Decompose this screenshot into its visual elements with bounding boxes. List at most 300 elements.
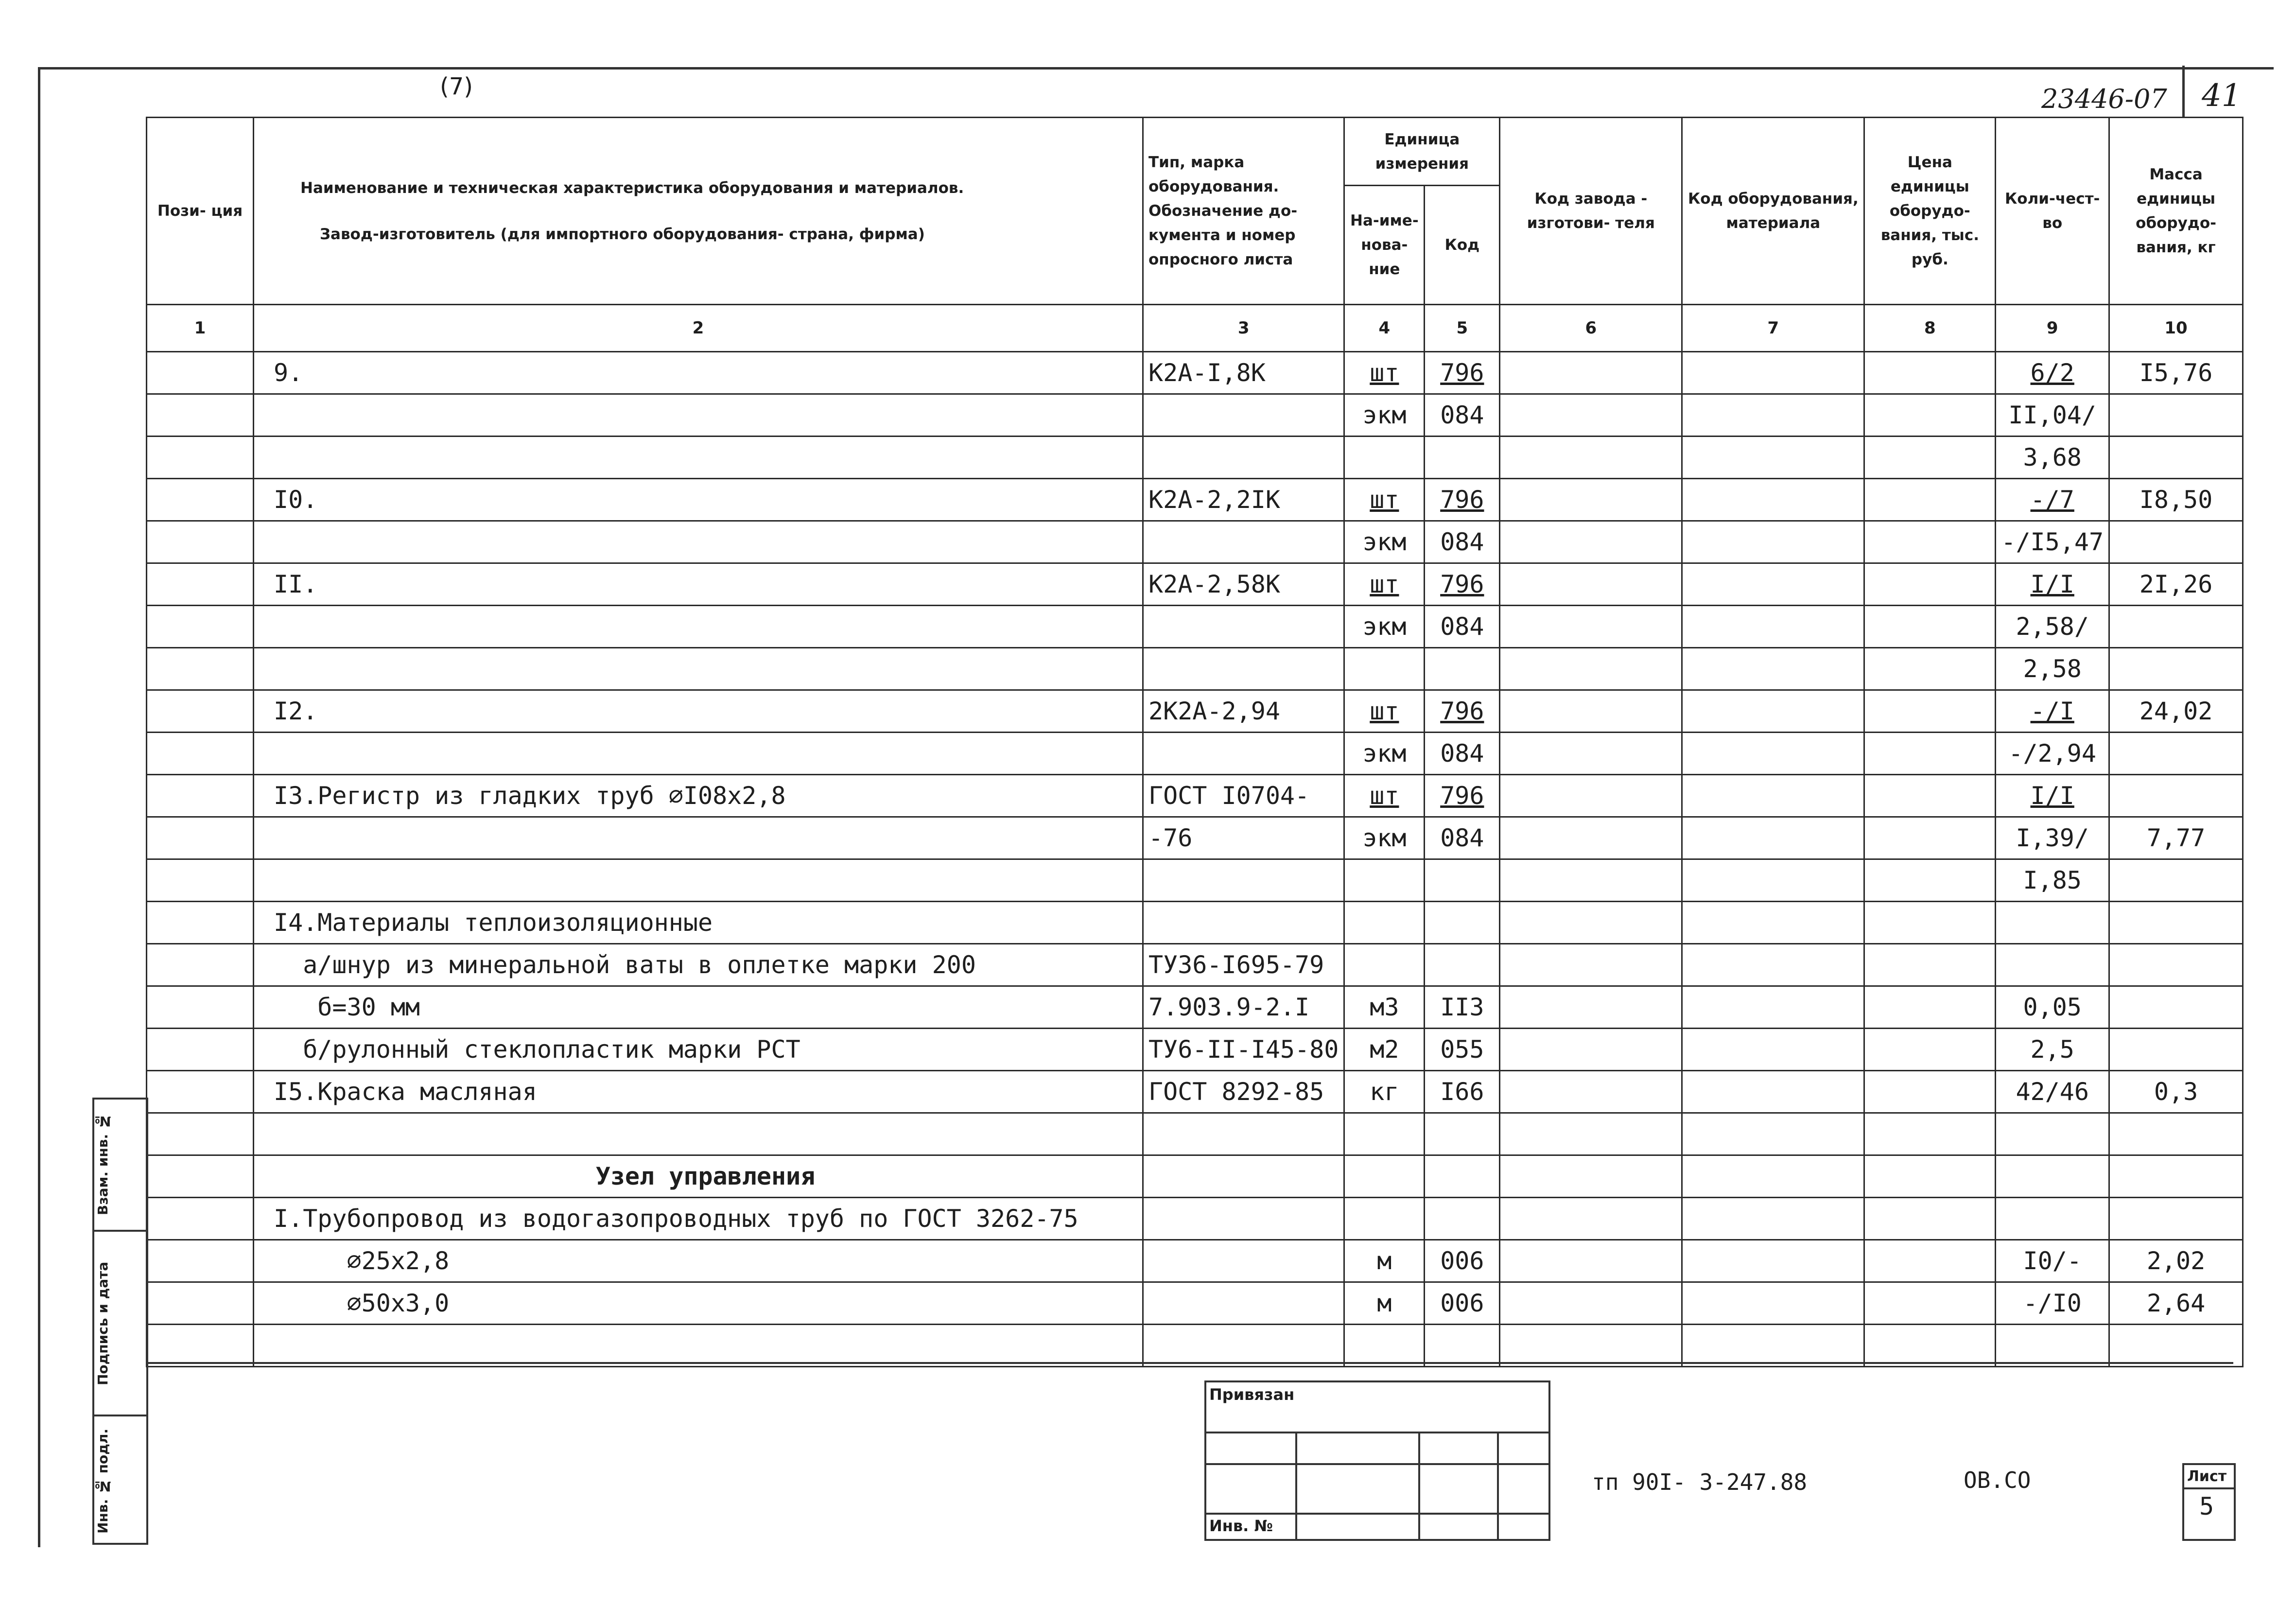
- type-designation-cell: ГОСТ I0704-: [1143, 775, 1344, 817]
- type-designation-cell: 7.903.9-2.I: [1143, 986, 1344, 1029]
- quantity-cell: 42/46: [1996, 1071, 2109, 1113]
- col-factory-code-header: Код завода - изготови- теля: [1500, 118, 1682, 305]
- quantity-cell: I/I: [1996, 775, 2109, 817]
- table-row: [147, 437, 2243, 479]
- type-designation-cell: [1143, 902, 1344, 944]
- table-row: [147, 1155, 2243, 1198]
- position-cell: [147, 563, 254, 606]
- sheet-marker: (7): [440, 73, 473, 100]
- unit-name-cell: м: [1344, 1240, 1425, 1282]
- price-cell: [1864, 1155, 1996, 1198]
- col-unit-name-header: На-име-нова-ние: [1344, 186, 1425, 305]
- unit-code-cell: [1425, 1325, 1500, 1367]
- unit-name-cell: [1344, 902, 1425, 944]
- factory-code-cell: [1500, 1155, 1682, 1198]
- table-row: [147, 1198, 2243, 1240]
- unit-code-cell: [1425, 944, 1500, 986]
- table-row: [147, 352, 2243, 394]
- position-cell: [147, 479, 254, 521]
- unit-code-cell: 084: [1425, 817, 1500, 859]
- type-designation-cell: ТУ6-II-I45-80: [1143, 1029, 1344, 1071]
- equipment-code-cell: [1682, 1155, 1864, 1198]
- item-name-cell: I4.Материалы теплоизоляционные: [254, 902, 1143, 944]
- table-row: [147, 521, 2243, 563]
- code-divider: [2182, 66, 2185, 117]
- price-cell: [1864, 733, 1996, 775]
- equipment-code-cell: [1682, 479, 1864, 521]
- col-number: 10: [2109, 305, 2243, 352]
- factory-code-cell: [1500, 479, 1682, 521]
- quantity-cell: [1996, 1113, 2109, 1155]
- unit-code-cell: 796: [1425, 563, 1500, 606]
- price-cell: [1864, 606, 1996, 648]
- item-name-cell: I3.Регистр из гладких труб ∅I08х2,8: [254, 775, 1143, 817]
- unit-code-cell: 084: [1425, 394, 1500, 437]
- table-row: [147, 775, 2243, 817]
- unit-name-cell: [1344, 437, 1425, 479]
- type-designation-cell: [1143, 1325, 1344, 1367]
- item-name-cell: I.Трубопровод из водогазопроводных труб по ГОСТ 3262-75: [254, 1198, 1143, 1240]
- type-designation-cell: К2А-2,2IК: [1143, 479, 1344, 521]
- factory-code-cell: [1500, 817, 1682, 859]
- equipment-code-cell: [1682, 563, 1864, 606]
- table-row: [147, 1029, 2243, 1071]
- unit-name-cell: [1344, 859, 1425, 902]
- factory-code-cell: [1500, 1113, 1682, 1155]
- item-name-cell: ∅25х2,8: [254, 1240, 1143, 1282]
- factory-code-cell: [1500, 521, 1682, 563]
- item-name-cell: [254, 606, 1143, 648]
- quantity-cell: [1996, 944, 2109, 986]
- factory-code-cell: [1500, 944, 1682, 986]
- type-designation-cell: ТУ36-I695-79: [1143, 944, 1344, 986]
- section-code: ОВ.СО: [1964, 1467, 2031, 1493]
- item-name-cell: 9.: [254, 352, 1143, 394]
- col-number: 9: [1996, 305, 2109, 352]
- quantity-cell: [1996, 1155, 2109, 1198]
- unit-name-cell: шт: [1344, 775, 1425, 817]
- mass-cell: I8,50: [2109, 479, 2243, 521]
- price-cell: [1864, 986, 1996, 1029]
- mass-cell: I5,76: [2109, 352, 2243, 394]
- quantity-cell: 6/2: [1996, 352, 2109, 394]
- table-row: [147, 1282, 2243, 1325]
- unit-name-cell: [1344, 1325, 1425, 1367]
- unit-name-cell: шт: [1344, 690, 1425, 733]
- unit-code-cell: 055: [1425, 1029, 1500, 1071]
- unit-name-cell: экм: [1344, 817, 1425, 859]
- equipment-code-cell: [1682, 690, 1864, 733]
- quantity-cell: -/I0: [1996, 1282, 2109, 1325]
- position-cell: [147, 859, 254, 902]
- inv-no-label: Инв. №: [1209, 1517, 1273, 1535]
- price-cell: [1864, 1029, 1996, 1071]
- price-cell: [1864, 1198, 1996, 1240]
- col-name-header-line1: Наименование и техническая характеристика оборудования и материалов.: [300, 179, 964, 197]
- unit-name-cell: кг: [1344, 1071, 1425, 1113]
- equipment-code-cell: [1682, 352, 1864, 394]
- mass-cell: 24,02: [2109, 690, 2243, 733]
- col-number: 3: [1143, 305, 1344, 352]
- position-cell: [147, 817, 254, 859]
- equipment-specification-table: [146, 117, 2244, 1367]
- factory-code-cell: [1500, 733, 1682, 775]
- unit-name-cell: м: [1344, 1282, 1425, 1325]
- unit-code-cell: 796: [1425, 352, 1500, 394]
- unit-name-cell: экм: [1344, 733, 1425, 775]
- mass-cell: [2109, 606, 2243, 648]
- attachment-stamp-vline: [1497, 1432, 1499, 1541]
- equipment-code-cell: [1682, 606, 1864, 648]
- table-row: [147, 648, 2243, 690]
- type-designation-cell: [1143, 1198, 1344, 1240]
- position-cell: [147, 944, 254, 986]
- quantity-cell: 2,58: [1996, 648, 2109, 690]
- mass-cell: 2,64: [2109, 1282, 2243, 1325]
- table-row: [147, 563, 2243, 606]
- price-cell: [1864, 902, 1996, 944]
- col-number: 6: [1500, 305, 1682, 352]
- quantity-cell: I,39/: [1996, 817, 2109, 859]
- item-name-cell: [254, 859, 1143, 902]
- type-designation-cell: -76: [1143, 817, 1344, 859]
- position-cell: [147, 902, 254, 944]
- factory-code-cell: [1500, 1029, 1682, 1071]
- unit-code-cell: [1425, 1113, 1500, 1155]
- title-block-top-line: [148, 1362, 2233, 1364]
- unit-name-cell: [1344, 648, 1425, 690]
- price-cell: [1864, 648, 1996, 690]
- type-designation-cell: [1143, 1240, 1344, 1282]
- factory-code-cell: [1500, 1198, 1682, 1240]
- mass-cell: [2109, 775, 2243, 817]
- item-name-cell: [254, 648, 1143, 690]
- position-cell: [147, 1071, 254, 1113]
- unit-name-cell: м2: [1344, 1029, 1425, 1071]
- unit-code-cell: 796: [1425, 775, 1500, 817]
- mass-cell: 2,02: [2109, 1240, 2243, 1282]
- factory-code-cell: [1500, 1282, 1682, 1325]
- type-designation-cell: ГОСТ 8292-85: [1143, 1071, 1344, 1113]
- col-number: 8: [1864, 305, 1996, 352]
- quantity-cell: I0/-: [1996, 1240, 2109, 1282]
- position-cell: [147, 1198, 254, 1240]
- table-row: [147, 1113, 2243, 1155]
- equipment-code-cell: [1682, 1029, 1864, 1071]
- quantity-cell: -/7: [1996, 479, 2109, 521]
- position-cell: [147, 1029, 254, 1071]
- factory-code-cell: [1500, 563, 1682, 606]
- attachment-stamp-vline: [1418, 1432, 1420, 1541]
- price-cell: [1864, 775, 1996, 817]
- price-cell: [1864, 394, 1996, 437]
- factory-code-cell: [1500, 437, 1682, 479]
- position-cell: [147, 437, 254, 479]
- unit-name-cell: экм: [1344, 394, 1425, 437]
- quantity-cell: [1996, 902, 2109, 944]
- position-cell: [147, 775, 254, 817]
- unit-name-cell: экм: [1344, 606, 1425, 648]
- factory-code-cell: [1500, 775, 1682, 817]
- table-row: [147, 690, 2243, 733]
- type-designation-cell: [1143, 606, 1344, 648]
- factory-code-cell: [1500, 606, 1682, 648]
- type-designation-cell: [1143, 859, 1344, 902]
- price-cell: [1864, 1282, 1996, 1325]
- type-designation-cell: [1143, 1282, 1344, 1325]
- unit-code-cell: [1425, 902, 1500, 944]
- unit-code-cell: [1425, 1198, 1500, 1240]
- table-row: [147, 902, 2243, 944]
- position-cell: [147, 394, 254, 437]
- price-cell: [1864, 1240, 1996, 1282]
- mass-cell: [2109, 521, 2243, 563]
- side-label-inv-replace: Взам. инв. №: [95, 1113, 111, 1215]
- mass-cell: [2109, 648, 2243, 690]
- unit-code-cell: [1425, 648, 1500, 690]
- price-cell: [1864, 521, 1996, 563]
- col-name-header: [254, 118, 1143, 305]
- equipment-code-cell: [1682, 1113, 1864, 1155]
- mass-cell: [2109, 1198, 2243, 1240]
- unit-code-cell: [1425, 437, 1500, 479]
- equipment-code-cell: [1682, 902, 1864, 944]
- item-name-cell: Узел управления: [254, 1155, 1143, 1198]
- type-designation-cell: К2А-2,58К: [1143, 563, 1344, 606]
- mass-cell: [2109, 1113, 2243, 1155]
- quantity-cell: [1996, 1325, 2109, 1367]
- position-cell: [147, 690, 254, 733]
- type-designation-cell: [1143, 1155, 1344, 1198]
- price-cell: [1864, 437, 1996, 479]
- equipment-code-cell: [1682, 394, 1864, 437]
- price-cell: [1864, 1113, 1996, 1155]
- position-cell: [147, 1325, 254, 1367]
- unit-name-cell: [1344, 944, 1425, 986]
- table-row: [147, 606, 2243, 648]
- table-row: [147, 479, 2243, 521]
- unit-code-cell: 796: [1425, 690, 1500, 733]
- quantity-cell: 2,5: [1996, 1029, 2109, 1071]
- item-name-cell: I2.: [254, 690, 1143, 733]
- table-row: [147, 1071, 2243, 1113]
- factory-code-cell: [1500, 859, 1682, 902]
- mass-cell: [2109, 859, 2243, 902]
- item-name-cell: [254, 521, 1143, 563]
- sheet-page-number: 41: [2202, 78, 2242, 114]
- price-cell: [1864, 563, 1996, 606]
- price-cell: [1864, 479, 1996, 521]
- side-stamp-divider: [92, 1415, 148, 1416]
- mass-cell: [2109, 394, 2243, 437]
- col-unit-code-header: Код: [1425, 186, 1500, 305]
- table-row: [147, 944, 2243, 986]
- position-cell: [147, 1240, 254, 1282]
- sheet-number: 5: [2199, 1492, 2214, 1520]
- side-label-inv-original: Инв. № подл.: [95, 1429, 111, 1534]
- unit-code-cell: [1425, 859, 1500, 902]
- col-number: 2: [254, 305, 1143, 352]
- project-code: тп 90I- 3-247.88: [1592, 1469, 1808, 1495]
- mass-cell: [2109, 902, 2243, 944]
- col-type-header: Тип, марка оборудования. Обозначение до-кумента и номер опросного листа: [1143, 118, 1344, 305]
- type-designation-cell: 2К2А-2,94: [1143, 690, 1344, 733]
- factory-code-cell: [1500, 352, 1682, 394]
- mass-cell: 7,77: [2109, 817, 2243, 859]
- col-number: 1: [147, 305, 254, 352]
- equipment-code-cell: [1682, 986, 1864, 1029]
- type-designation-cell: [1143, 437, 1344, 479]
- mass-cell: [2109, 437, 2243, 479]
- mass-cell: [2109, 733, 2243, 775]
- position-cell: [147, 1155, 254, 1198]
- type-designation-cell: [1143, 733, 1344, 775]
- factory-code-cell: [1500, 1240, 1682, 1282]
- equipment-code-cell: [1682, 733, 1864, 775]
- col-mass-header: Масса единицы оборудо-вания, кг: [2109, 118, 2243, 305]
- sheet-label: Лист: [2187, 1468, 2227, 1485]
- mass-cell: [2109, 1029, 2243, 1071]
- col-price-header: Цена единицы оборудо-вания, тыс. руб.: [1864, 118, 1996, 305]
- position-cell: [147, 1113, 254, 1155]
- quantity-cell: -/I: [1996, 690, 2109, 733]
- unit-name-cell: шт: [1344, 479, 1425, 521]
- unit-code-cell: [1425, 1155, 1500, 1198]
- side-label-sign-date: Подпись и дата: [95, 1261, 111, 1385]
- equipment-code-cell: [1682, 1071, 1864, 1113]
- equipment-code-cell: [1682, 1198, 1864, 1240]
- type-designation-cell: [1143, 394, 1344, 437]
- unit-name-cell: м3: [1344, 986, 1425, 1029]
- factory-code-cell: [1500, 648, 1682, 690]
- quantity-cell: 3,68: [1996, 437, 2109, 479]
- position-cell: [147, 521, 254, 563]
- mass-cell: 0,3: [2109, 1071, 2243, 1113]
- factory-code-cell: [1500, 1071, 1682, 1113]
- item-name-cell: а/шнур из минеральной ваты в оплетке марки 200: [254, 944, 1143, 986]
- equipment-code-cell: [1682, 648, 1864, 690]
- item-name-cell: [254, 437, 1143, 479]
- table-row: [147, 817, 2243, 859]
- table-row: [147, 859, 2243, 902]
- equipment-code-cell: [1682, 775, 1864, 817]
- price-cell: [1864, 944, 1996, 986]
- table-row: [147, 1325, 2243, 1367]
- col-unit-header: Единица измерения: [1344, 118, 1500, 186]
- col-number: 7: [1682, 305, 1864, 352]
- factory-code-cell: [1500, 1325, 1682, 1367]
- position-cell: [147, 352, 254, 394]
- item-name-cell: II.: [254, 563, 1143, 606]
- type-designation-cell: [1143, 521, 1344, 563]
- quantity-cell: 2,58/: [1996, 606, 2109, 648]
- unit-name-cell: шт: [1344, 563, 1425, 606]
- mass-cell: [2109, 986, 2243, 1029]
- quantity-cell: I/I: [1996, 563, 2109, 606]
- unit-code-cell: 006: [1425, 1240, 1500, 1282]
- table-row: [147, 1240, 2243, 1282]
- col-equipment-code-header: Код оборудования, материала: [1682, 118, 1864, 305]
- attached-label: Привязан: [1209, 1385, 1295, 1404]
- col-position-header: Пози- ция: [147, 118, 254, 305]
- unit-name-cell: шт: [1344, 352, 1425, 394]
- document-code: 23446-07: [2041, 84, 2167, 114]
- equipment-code-cell: [1682, 859, 1864, 902]
- factory-code-cell: [1500, 690, 1682, 733]
- factory-code-cell: [1500, 986, 1682, 1029]
- equipment-code-cell: [1682, 817, 1864, 859]
- unit-name-cell: [1344, 1113, 1425, 1155]
- factory-code-cell: [1500, 394, 1682, 437]
- col-number: 5: [1425, 305, 1500, 352]
- mass-cell: [2109, 1325, 2243, 1367]
- price-cell: [1864, 690, 1996, 733]
- item-name-cell: б=30 мм: [254, 986, 1143, 1029]
- unit-code-cell: I66: [1425, 1071, 1500, 1113]
- item-name-cell: [254, 394, 1143, 437]
- position-cell: [147, 733, 254, 775]
- quantity-cell: -/2,94: [1996, 733, 2109, 775]
- side-stamp-divider: [92, 1230, 148, 1232]
- equipment-code-cell: [1682, 437, 1864, 479]
- quantity-cell: -/I5,47: [1996, 521, 2109, 563]
- price-cell: [1864, 859, 1996, 902]
- table-row: [147, 733, 2243, 775]
- price-cell: [1864, 1325, 1996, 1367]
- price-cell: [1864, 1071, 1996, 1113]
- factory-code-cell: [1500, 902, 1682, 944]
- col-quantity-header: Коли-чест-во: [1996, 118, 2109, 305]
- unit-name-cell: экм: [1344, 521, 1425, 563]
- item-name-cell: [254, 1325, 1143, 1367]
- unit-code-cell: 084: [1425, 606, 1500, 648]
- type-designation-cell: [1143, 648, 1344, 690]
- item-name-cell: I0.: [254, 479, 1143, 521]
- unit-name-cell: [1344, 1198, 1425, 1240]
- table-row: [147, 986, 2243, 1029]
- quantity-cell: 0,05: [1996, 986, 2109, 1029]
- equipment-code-cell: [1682, 1325, 1864, 1367]
- item-name-cell: [254, 733, 1143, 775]
- position-cell: [147, 606, 254, 648]
- item-name-cell: [254, 1113, 1143, 1155]
- unit-code-cell: 796: [1425, 479, 1500, 521]
- item-name-cell: I5.Краска масляная: [254, 1071, 1143, 1113]
- quantity-cell: I,85: [1996, 859, 2109, 902]
- item-name-cell: ∅50х3,0: [254, 1282, 1143, 1325]
- col-name-header-line2: Завод-изготовитель (для импортного оборудования- страна, фирма): [320, 225, 925, 243]
- equipment-code-cell: [1682, 1240, 1864, 1282]
- sheet-box-line: [2182, 1487, 2236, 1489]
- type-designation-cell: К2А-I,8К: [1143, 352, 1344, 394]
- unit-code-cell: 084: [1425, 521, 1500, 563]
- position-cell: [147, 1282, 254, 1325]
- mass-cell: 2I,26: [2109, 563, 2243, 606]
- unit-name-cell: [1344, 1155, 1425, 1198]
- unit-code-cell: 006: [1425, 1282, 1500, 1325]
- quantity-cell: [1996, 1198, 2109, 1240]
- mass-cell: [2109, 1155, 2243, 1198]
- position-cell: [147, 986, 254, 1029]
- mass-cell: [2109, 944, 2243, 986]
- item-name-cell: б/рулонный стеклопластик марки РСТ: [254, 1029, 1143, 1071]
- equipment-code-cell: [1682, 521, 1864, 563]
- equipment-code-cell: [1682, 1282, 1864, 1325]
- price-cell: [1864, 352, 1996, 394]
- type-designation-cell: [1143, 1113, 1344, 1155]
- unit-code-cell: 084: [1425, 733, 1500, 775]
- price-cell: [1864, 817, 1996, 859]
